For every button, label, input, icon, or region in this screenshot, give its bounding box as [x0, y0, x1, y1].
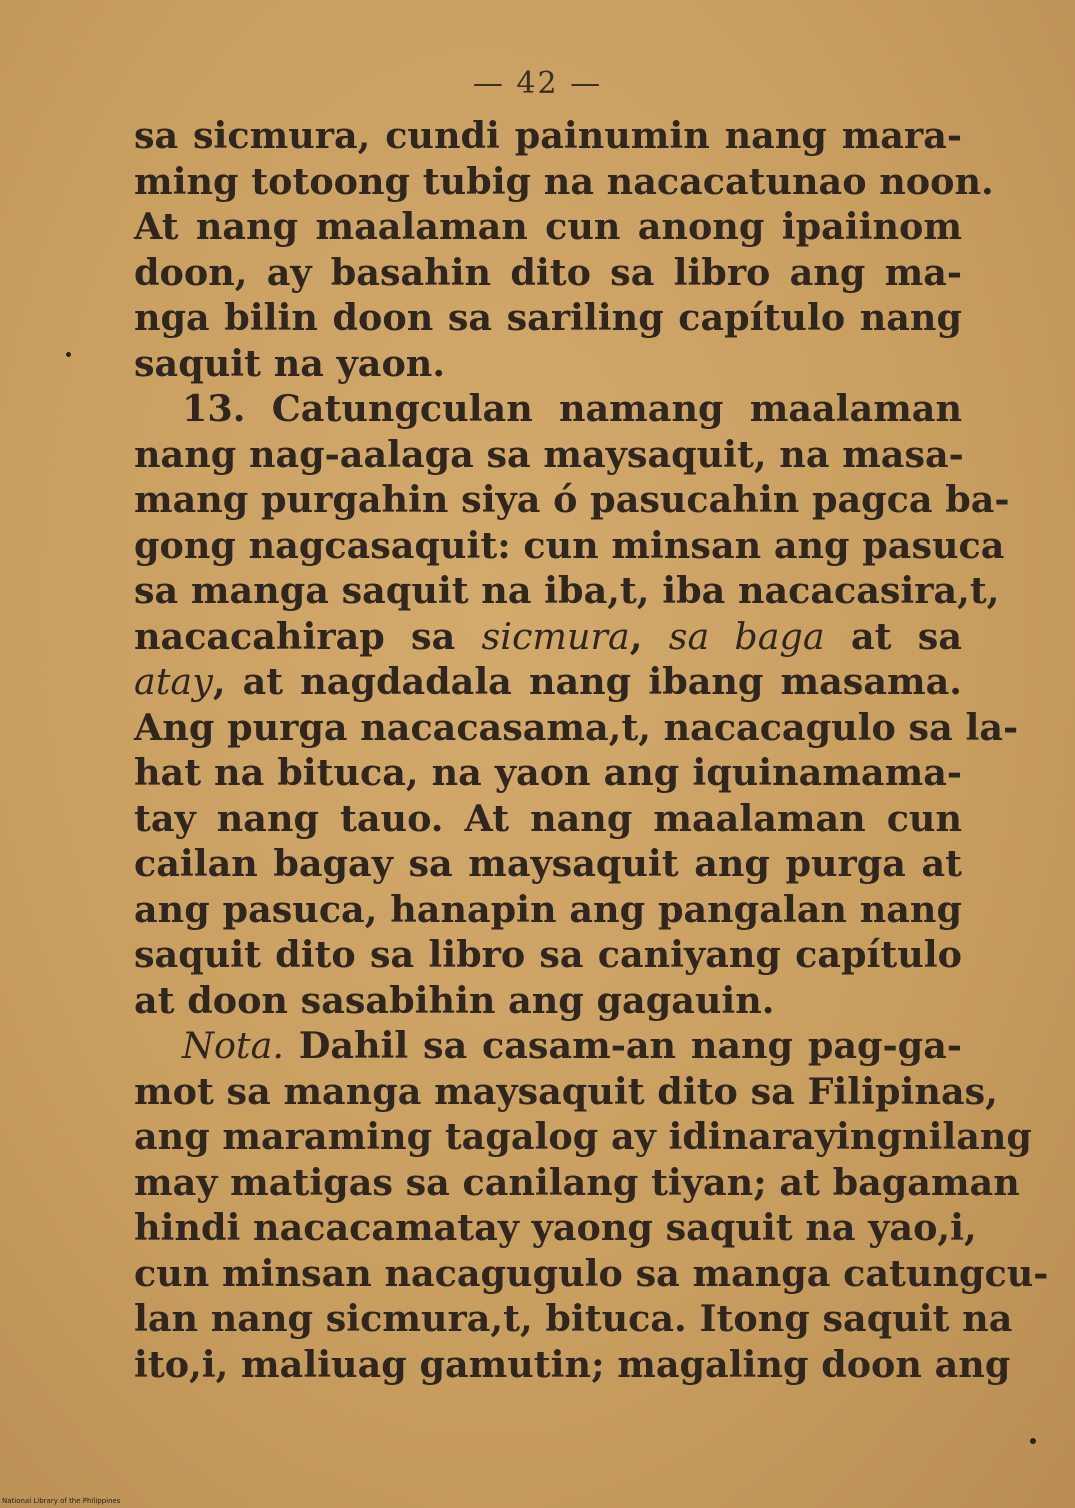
library-footer: National Library of the Philippines: [2, 1497, 121, 1505]
page-number: — 42 —: [472, 66, 603, 101]
text-run: nacacahirap sa: [134, 614, 482, 658]
text-line: [134, 1023, 962, 1069]
text-line: mang purgahin siya ó pasucahin pagca ba-: [134, 478, 1010, 521]
text-run: , at nagdadala nang ibang masama.: [212, 660, 962, 703]
text-line: ming totoong tubig na nacacatunao noon.: [134, 159, 994, 203]
text-line: At nang maalaman cun anong ipaiinom: [134, 205, 962, 248]
italic-term: sicmura: [481, 614, 630, 658]
text-line: 13. Catungculan namang maalaman: [182, 387, 962, 430]
italic-term: Nota.: [182, 1024, 284, 1067]
text-run: at sa: [824, 614, 963, 658]
text-line: mot sa manga maysaquit dito sa Filipinas,: [134, 1069, 998, 1113]
ink-speck: [66, 352, 71, 357]
text-line: saquit dito sa libro sa caniyang capítulo: [134, 933, 962, 976]
text-run: Dahil sa casam-an nang pag-ga-: [283, 1024, 962, 1067]
text-line: sa manga saquit na iba,t, iba nacacasira,t,: [134, 569, 1000, 612]
text-line: sa sicmura, cundi painumin nang mara-: [134, 114, 962, 157]
italic-term: atay: [134, 660, 213, 703]
text-line: may matigas sa canilang tiyan; at bagaman: [134, 1160, 1020, 1204]
text-line: cun minsan nacagugulo sa manga catungcu-: [134, 1251, 1049, 1295]
text-line: Ang purga nacacasama,t, nacacagulo sa la-: [134, 705, 1019, 749]
text-line: nang nag-aalaga sa maysaquit, na masa-: [134, 432, 964, 476]
text-line: tay nang tauo. At nang maalaman cun: [134, 796, 962, 840]
text-line: saquit na yaon.: [134, 341, 446, 385]
text-line: at doon sasabihin ang gagauin.: [134, 978, 775, 1022]
text-line: ito,i, maliuag gamutin; magaling doon ang: [134, 1342, 1011, 1386]
text-line: nga bilin doon sa sariling capítulo nang: [134, 296, 962, 339]
text-line: hat na bituca, na yaon ang iquinamama-: [134, 751, 962, 794]
text-line: hindi nacacamatay yaong saquit na yao,i,: [134, 1206, 977, 1249]
text-line: cailan bagay sa maysaquit ang purga at: [134, 842, 962, 885]
text-line: lan nang sicmura,t, bituca. Itong saquit na: [134, 1297, 1013, 1340]
text-run: ,: [629, 614, 669, 658]
text-line: doon, ay basahin dito sa libro ang ma-: [134, 250, 962, 294]
text-line: [134, 659, 962, 705]
text-line: ang maraming tagalog ay idinarayingnilang: [134, 1115, 1032, 1158]
italic-term: sa baga: [668, 614, 825, 658]
ink-speck: [1030, 1438, 1036, 1444]
text-line: gong nagcasaquit: cun minsan ang pasuca: [134, 523, 1005, 567]
body-text: [134, 113, 1049, 1387]
text-line: [134, 614, 962, 660]
text-line: ang pasuca, hanapin ang pangalan nang: [134, 887, 962, 931]
